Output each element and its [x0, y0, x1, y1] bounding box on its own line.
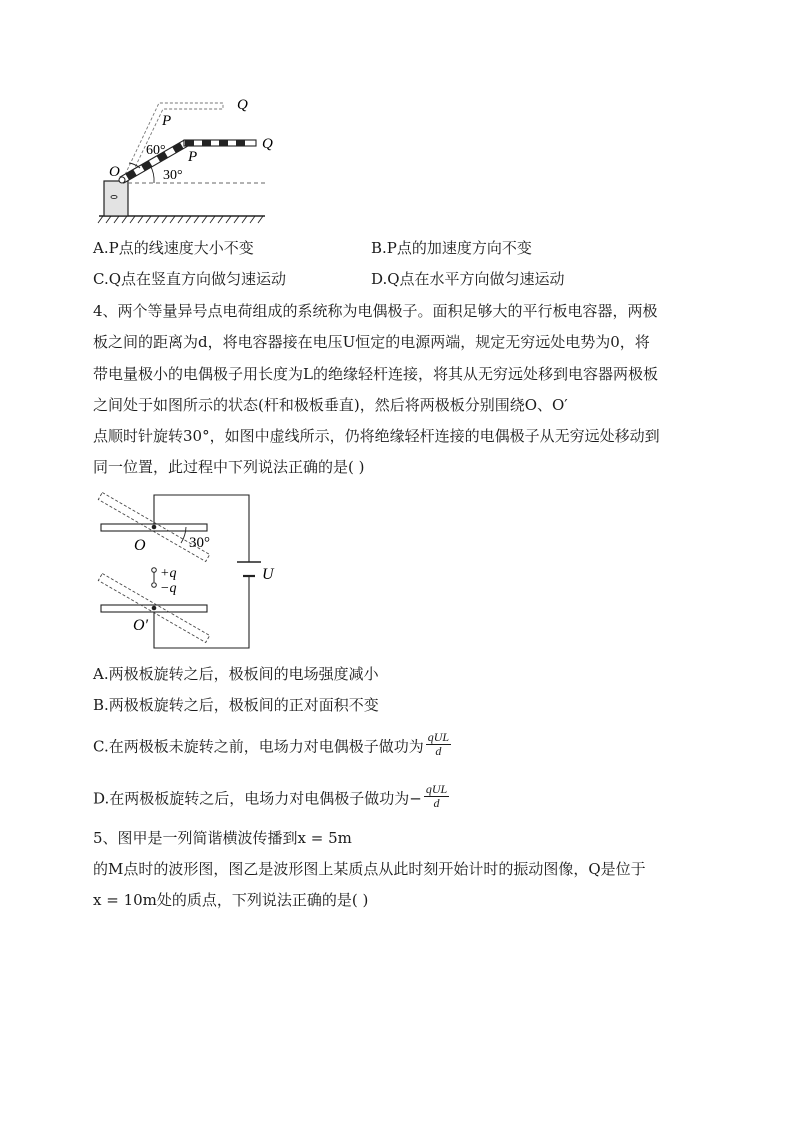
q4-stem-line-6: 同一位置，此过程中下列说法正确的是( ) — [93, 458, 365, 476]
q3-option-a: A.P点的线速度大小不变 — [93, 239, 254, 257]
q3-option-b: B.P点的加速度方向不变 — [371, 239, 532, 257]
q4-option-c — [93, 730, 451, 761]
q5-stem-line-1: 5、图甲是一列简谐横波传播到x = 5m — [93, 829, 352, 847]
fraction-qul-over-d: $\frac{\text{qUL}}{d}$ — [427, 730, 450, 758]
label-q-dashed: Q — [237, 97, 248, 113]
label-minus-q: −q — [160, 581, 177, 596]
q4-option-d-text: D.在两极板旋转之后，电场力对电偶极子做功为 — [93, 789, 410, 808]
q4-option-d — [93, 782, 449, 813]
q4-option-a: A.两极板旋转之后，极板间的电场强度减小 — [93, 665, 379, 683]
q5-stem-line-2: 的M点时的波形图，图乙是波形图上某质点从此时刻开始计时的振动图像，Q是位于 — [93, 860, 646, 878]
label-o-prime: O′ — [133, 617, 149, 634]
q4-stem-line-4: 之间处于如图所示的状态(杆和极板垂直)，然后将两极板分别围绕O、O′ — [93, 396, 568, 414]
label-voltage-u: U — [262, 566, 274, 583]
label-o: O — [109, 164, 120, 180]
q4-stem-line-3: 带电量极小的电偶极子用长度为L的绝缘轻杆连接，将其从无穷远处移到电容器两极板 — [93, 365, 658, 383]
q4-option-b: B.两极板旋转之后，极板间的正对面积不变 — [93, 696, 379, 714]
label-angle-30: 30° — [163, 168, 183, 183]
label-p-solid: P — [188, 149, 198, 165]
q4-stem-line-2: 板之间的距离为d，将电容器接在电压U恒定的电源两端，规定无穷远处电势为0，将 — [93, 333, 650, 351]
q3-option-c: C.Q点在竖直方向做匀速运动 — [93, 270, 287, 288]
q3-option-d: D.Q点在水平方向做匀速运动 — [371, 270, 565, 288]
label-o-plate: O — [134, 537, 146, 554]
q4-stem-line-5: 点顺时针旋转30°，如图中虚线所示，仍将绝缘轻杆连接的电偶极子从无穷远处移动到 — [93, 427, 660, 445]
q4-stem-line-1: 4、两个等量异号点电荷组成的系统称为电偶极子。面积足够大的平行板电容器，两极 — [93, 302, 658, 320]
label-p-dashed: P — [162, 113, 172, 129]
label-angle-60: 60° — [146, 143, 166, 158]
minus-sign: − — [409, 789, 422, 808]
label-angle-30-capacitor: 30° — [189, 535, 210, 551]
label-q-solid: Q — [262, 136, 273, 152]
q5-stem-line-3: x = 10m处的质点，下列说法正确的是( ) — [93, 891, 369, 909]
label-plus-q: +q — [160, 566, 177, 581]
fraction-qul-over-d-negative: $\frac{\text{qUL}}{d}$ — [425, 782, 448, 810]
capacitor-dipole-figure — [96, 490, 286, 655]
q4-option-c-text: C.在两极板未旋转之前，电场力对电偶极子做功为 — [93, 737, 424, 756]
barrier-gate-figure — [95, 95, 285, 230]
